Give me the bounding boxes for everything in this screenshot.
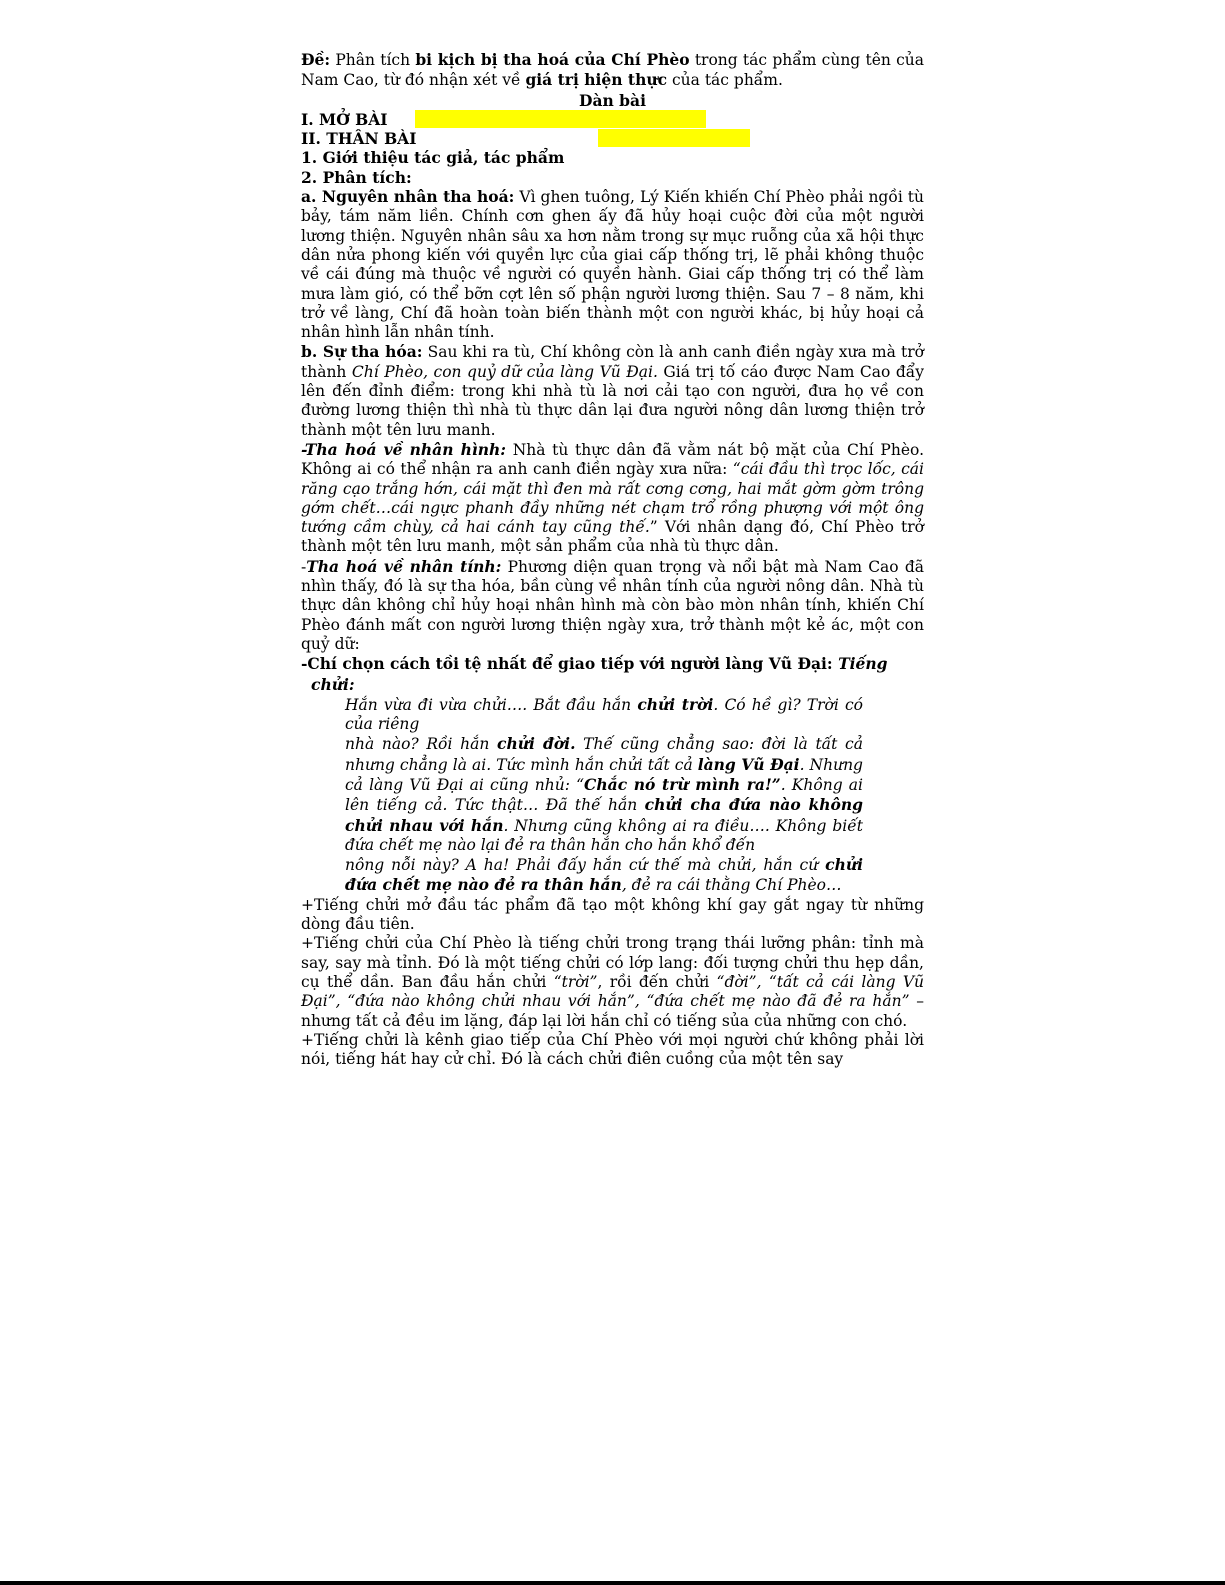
quote-line: nông nỗi này? A ha! Phải đấy hắn cứ thế mà chửi, hắn cứ chửi đứa chết mẹ nào đẻ ra thân hắn, đẻ ra cái thằng Chí Phèo… [345,855,863,895]
paragraph-curse-heading: -Chí chọn cách tồi tệ nhất để giao tiếp với người làng Vũ Đại: Tiếng [301,654,888,674]
outline-item-1: 1. Giới thiệu tác giả, tác phẩm [301,148,565,168]
document-page [301,50,924,1069]
paragraph-cause: a. Nguyên nhân tha hoá: Vì ghen tuông, Lý Kiến khiến Chí Phèo phải ngồi tù bảy, tám năm liền. Chính cơn ghen ấy đã hủy hoại cuộc đời của một người lương thiện. Nguyên nhân sâu xa hơn nằm trong sự mục ruỗng của xã hội thực dân nửa phong kiến với quyền lực của giai cấp thống trị, lẽ phải không thuộc về cái đúng mà thuộc về người có quyền hành. Giai cấp thống trị có thể làm mưa làm gió, có thể bỡn cợt lên số phận người lương thiện. Sau 7 – 8 năm, khi trở về làng, Chí đã hoàn toàn biến thành một con người khác, bị hủy hoại cả nhân hình lẫn nhân tính. [301,187,924,342]
block-quote [345,695,863,896]
quote-line: nhà nào? Rồi hắn chửi đời. Thế cũng chẳng sao: đời là tất cả nhưng chẳng là ai. Tức mình hắn chửi tất cả làng Vũ Đại. Nhưng cả làng Vũ Đại ai cũng nhủ: “Chắc nó trừ mình ra!”. Không ai lên tiếng cả. Tức thật… Đã thế hắn chửi cha đứa nào không chửi nhau với hắn. Nhưng cũng không ai ra điều…. Không biết đứa chết mẹ nào lại đẻ ra thân hắn cho hắn khổ đến [345,734,863,854]
paragraph-note-2: +Tiếng chửi của Chí Phèo là tiếng chửi trong trạng thái lưỡng phân: tỉnh mà say, say mà tỉnh. Đó là một tiếng chửi có lớp lang: đối tượng chửi thu hẹp dần, cụ thể dần. Ban đầu hắn chửi “trời”, rồi đến chửi “đời”, “tất cả cái làng Vũ Đại”, “đứa nào không chửi nhau với hắn”, “đứa chết mẹ nào đã đẻ ra hắn” – nhưng tất cả đều im lặng, đáp lại lời hắn chỉ có tiếng sủa của những con chó. [301,934,924,1030]
highlight-mark [415,110,706,128]
paragraph-curse-heading-cont: chửi: [311,674,355,694]
paragraph-appearance: -Tha hoá về nhân hình: Nhà tù thực dân đã vằm nát bộ mặt của Chí Phèo. Không ai có thể nhận ra anh canh điền ngày xưa nữa: “cái đầu thì trọc lốc, cái răng cạo trắng hớn, cái mặt thì đen mà rất cơng cơng, hai mắt gờm gờm trông gớm chết…cái ngực phanh đầy những nét chạm trổ rồng phượng với một ông tướng cầm chùy, cả hai cánh tay cũng thế.” Với nhân dạng đó, Chí Phèo trở thành một tên lưu manh, một sản phẩm của nhà tù thực dân. [301,439,925,556]
outline-item-2: 2. Phân tích: [301,167,412,187]
section-heading-body: II. THÂN BÀI [301,129,924,148]
paragraph-humanity: -Tha hoá về nhân tính: Phương diện quan trọng và nổi bật mà Nam Cao đã nhìn thấy, đó là sự tha hóa, bần cùng về nhân tính của người nông dân. Nhà tù thực dân không chỉ hủy hoại nhân hình mà còn bào mòn nhân tính, khiến Chí Phèo đánh mất con người lương thiện ngày xưa, trở thành một kẻ ác, một con quỷ dữ: [301,556,924,653]
page-bottom-border [0,1581,1225,1585]
paragraph-note-3: +Tiếng chửi là kênh giao tiếp của Chí Phèo với mọi người chứ không phải lời nói, tiếng hát hay cử chỉ. Đó là cách chửi điên cuồng của một tên say [301,1030,924,1069]
outline-title: Dàn bài [579,90,646,110]
quote-line: Hắn vừa đi vừa chửi…. Bắt đầu hắn chửi trời. Có hề gì? Trời có của riêng [345,694,863,734]
question-paragraph: Đề: Phân tích bi kịch bị tha hoá của Chí Phèo trong tác phẩm cùng tên của Nam Cao, từ đó nhận xét về giá trị hiện thực của tác phẩm. [301,50,924,90]
paragraph-degradation: b. Sự tha hóa: Sau khi ra tù, Chí không còn là anh canh điền ngày xưa mà trở thành Chí Phèo, con quỷ dữ của làng Vũ Đại. Giá trị tố cáo được Nam Cao đẩy lên đến đỉnh điểm: trong khi nhà tù là nơi cải tạo con người, đưa họ về con đường lương thiện thì nhà tù thực dân lại đưa người nông dân lương thiện trở thành một tên lưu manh. [301,342,924,439]
question-label: Đề: [301,50,331,69]
paragraph-note-1: +Tiếng chửi mở đầu tác phẩm đã tạo một không khí gay gắt ngay từ những dòng đầu tiên. [301,895,924,934]
section-heading-intro: I. MỞ BÀI [301,110,924,129]
highlight-mark [598,129,750,147]
